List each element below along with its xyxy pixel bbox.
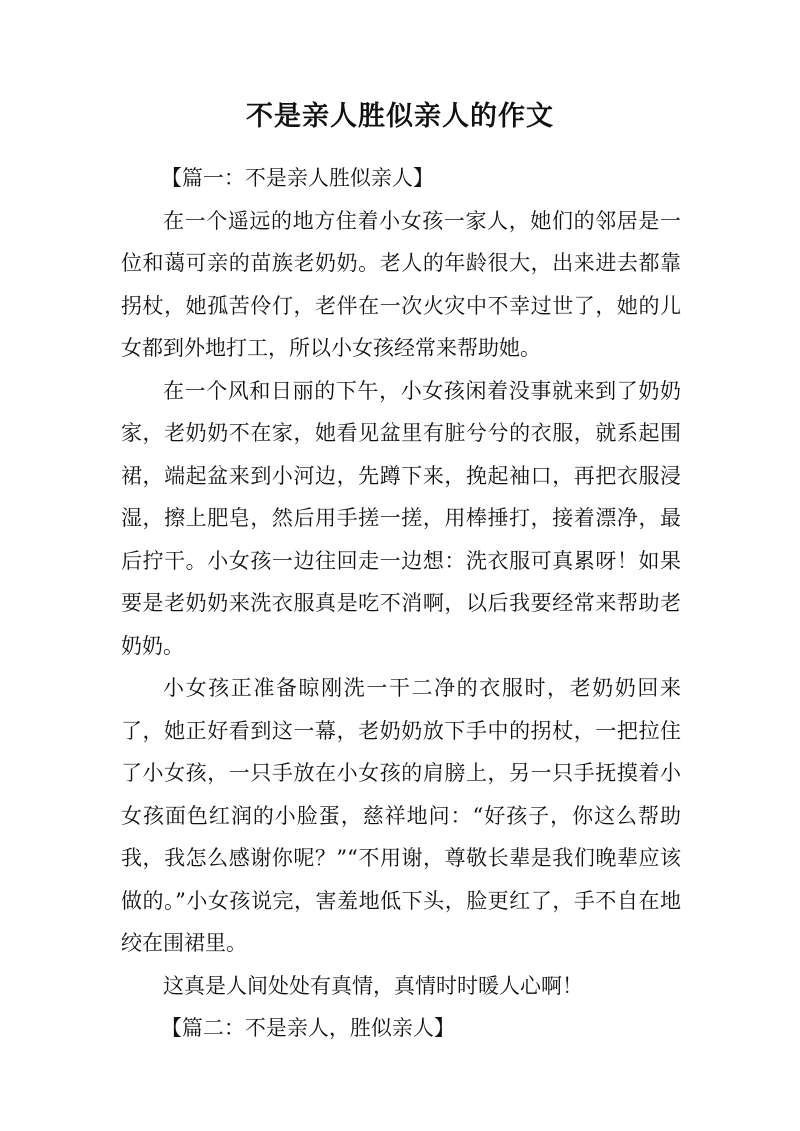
body-paragraph: 在一个遥远的地方住着小女孩一家人，她们的邻居是一位和蔼可亲的苗族老奶奶。老人的年龄很大，出来进去都靠拐杖，她孤苦伶仃，老伴在一次火灾中不幸过世了，她的儿女都到外地打工，所以小女孩经常来帮助她。 bbox=[121, 208, 681, 360]
document-body bbox=[121, 157, 681, 1050]
section-heading-1: 【篇一：不是亲人胜似亲人】 bbox=[160, 166, 434, 190]
body-paragraph: 这真是人间处处有真情，真情时时暖人心啊！ bbox=[163, 973, 583, 998]
section-heading-2: 【篇二：不是亲人，胜似亲人】 bbox=[160, 1016, 455, 1040]
body-paragraph: 在一个风和日丽的下午，小女孩闲着没事就来到了奶奶家，老奶奶不在家，她看见盆里有脏兮兮的衣服，就系起围裙，端起盆来到小河边，先蹲下来，挽起袖口，再把衣服浸湿，擦上肥皂，然后用手搓一搓，用棒捶打，接着漂净，最后拧干。小女孩一边往回走一边想：洗衣服可真累呀！如果要是老奶奶来洗衣服真是吃不消啊，以后我要经常来帮助老奶奶。 bbox=[121, 378, 681, 658]
body-paragraph: 小女孩正准备晾刚洗一干二净的衣服时，老奶奶回来了，她正好看到这一幕，老奶奶放下手中的拐杖，一把拉住了小女孩，一只手放在小女孩的肩膀上，另一只手抚摸着小女孩面色红润的小脸蛋，慈祥地问：“好孩子，你这么帮助我，我怎么感谢你呢？”“不用谢，尊敬长辈是我们晚辈应该做的。”小女孩说完，害羞地低下头，脸更红了，手不自在地绞在围裙里。 bbox=[121, 676, 681, 955]
document-title: 不是亲人胜似亲人的作文 bbox=[246, 101, 554, 132]
